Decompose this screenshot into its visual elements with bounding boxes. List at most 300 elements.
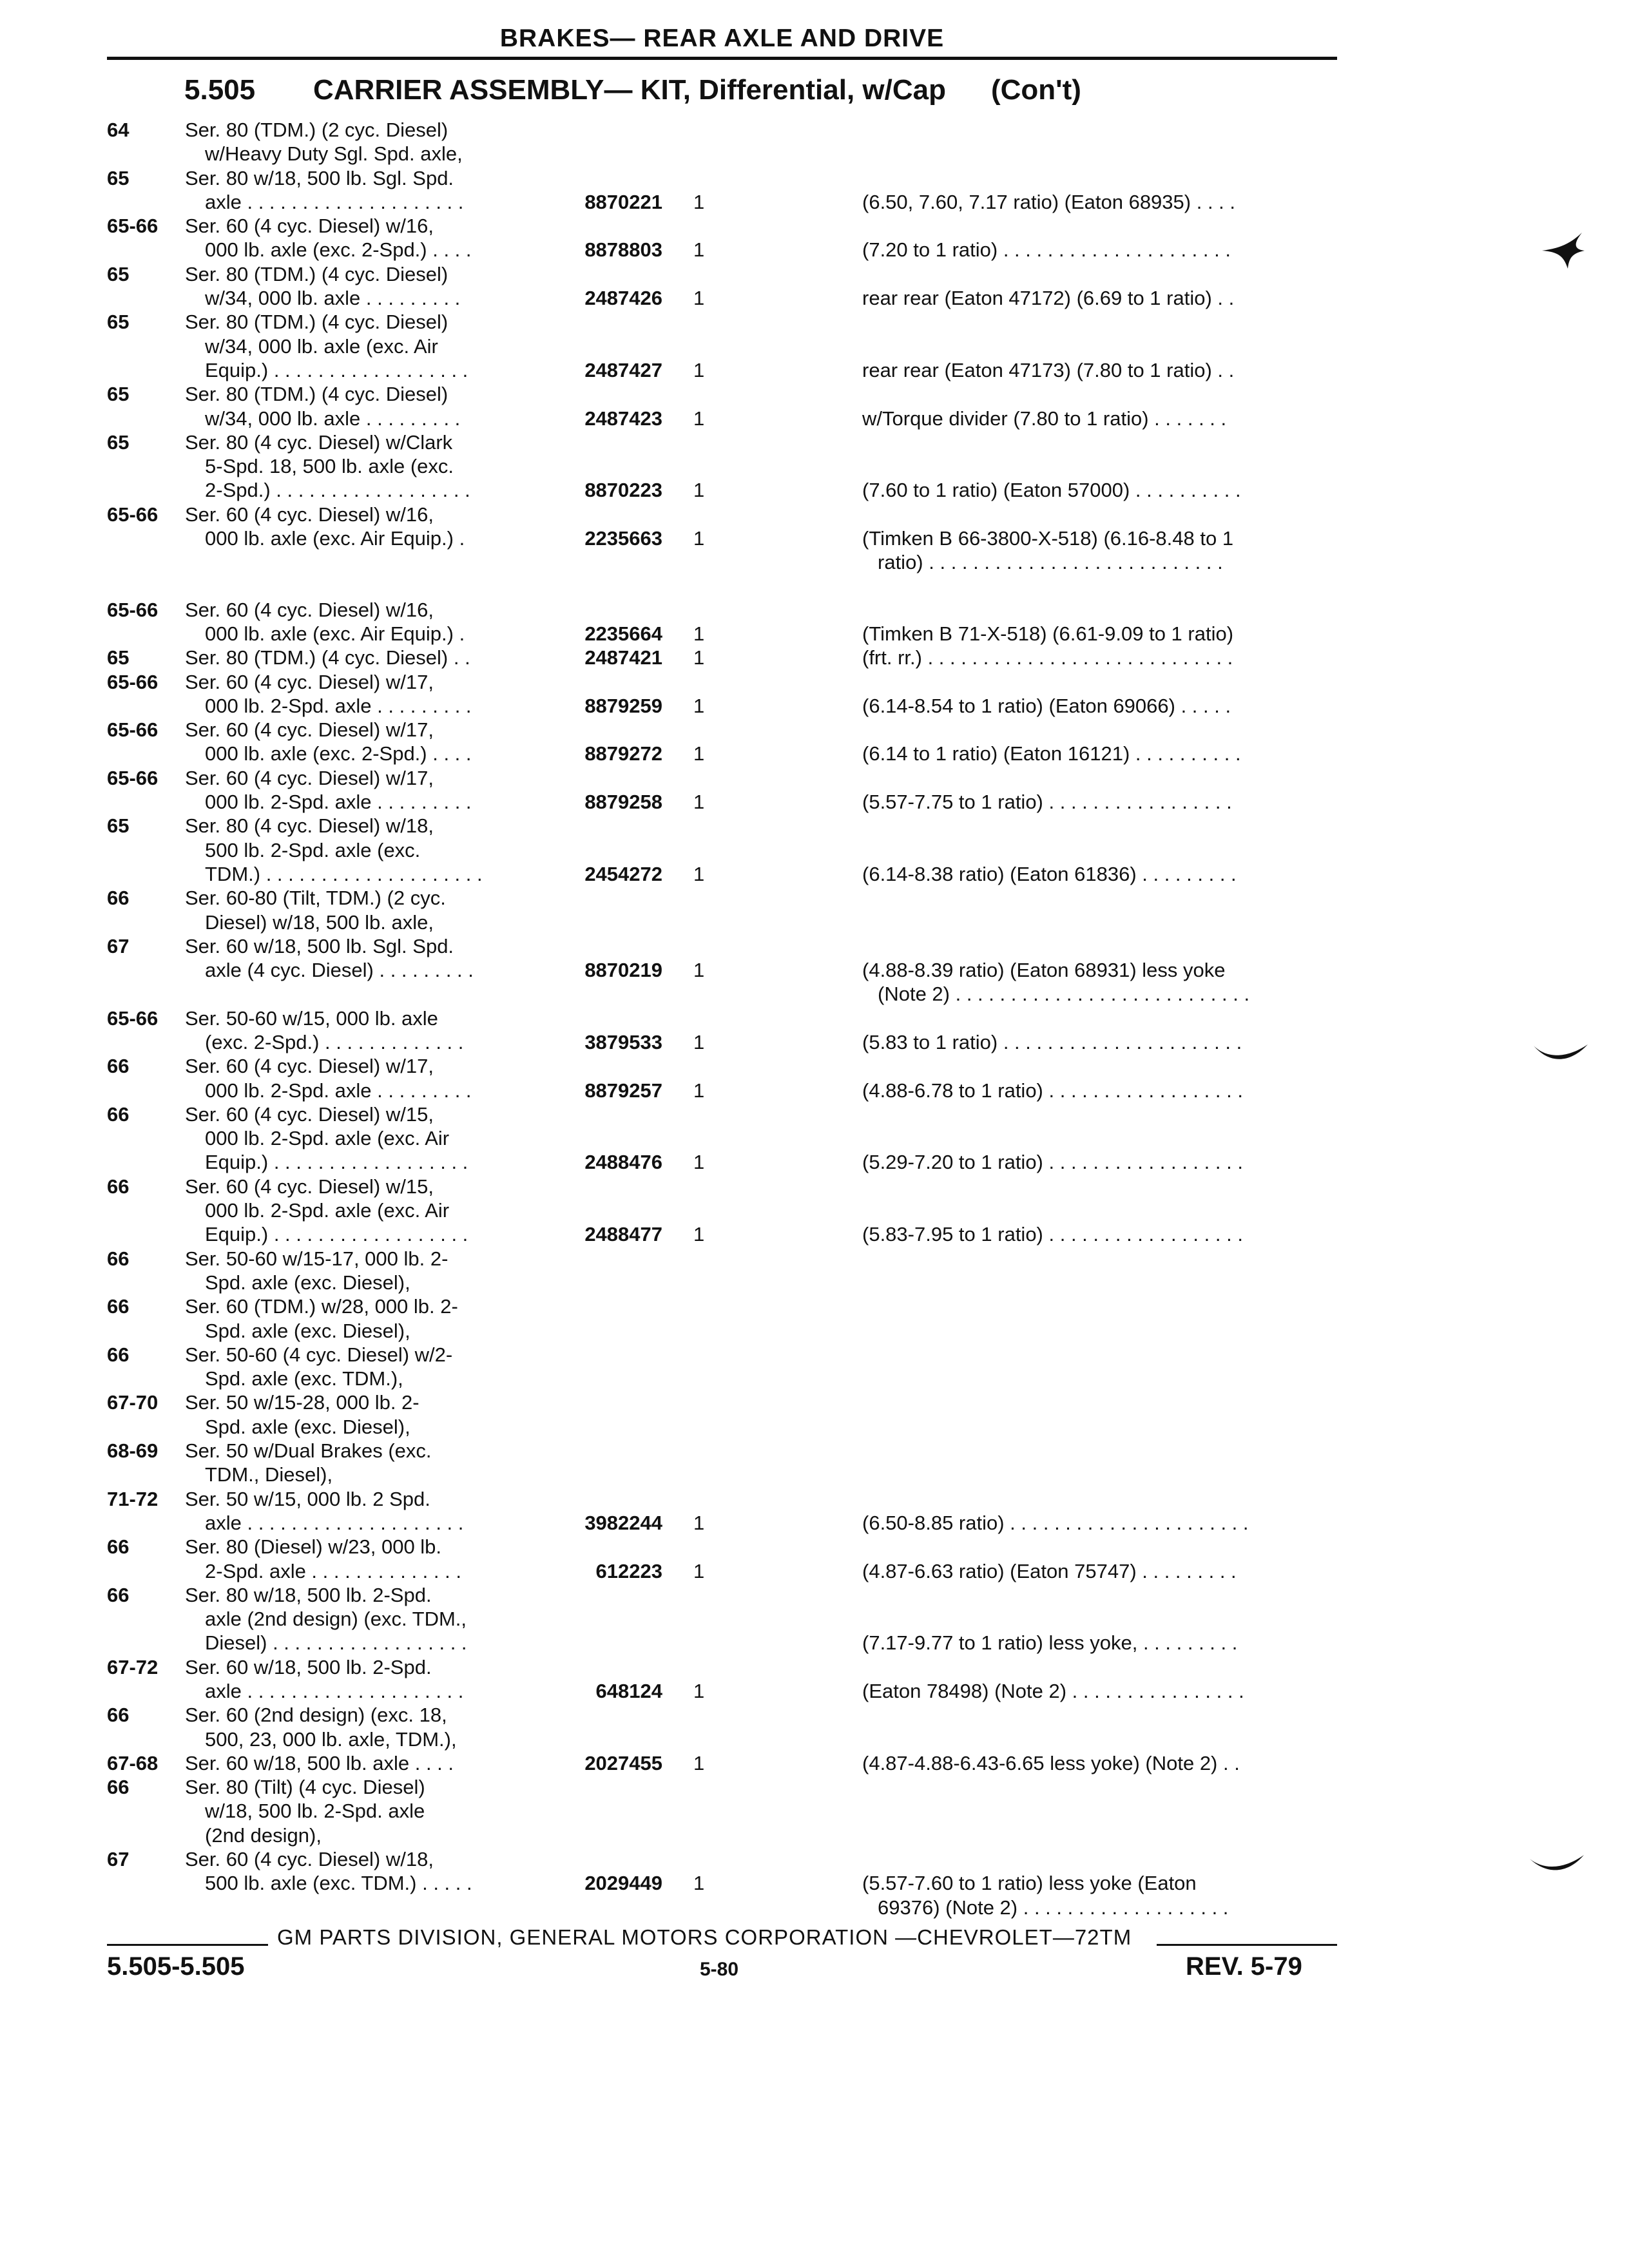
margin-mark-icon (1532, 1041, 1590, 1066)
model-year: 65 (107, 814, 130, 838)
model-year: 66 (107, 1247, 130, 1270)
entry-line (0, 190, 1629, 214)
parts-entry (0, 1054, 1629, 1102)
part-number: 3982244 (584, 1511, 662, 1534)
application-description: Ser. 80 (4 cyc. Diesel) w/Clark (185, 430, 453, 454)
entry-line (0, 1583, 1629, 1607)
application-description: 500, 23, 000 lb. axle, TDM.), (205, 1727, 457, 1751)
entry-line (0, 1823, 1629, 1847)
application-description: (exc. 2-Spd.) . . . . . . . . . . . . . (205, 1030, 464, 1053)
model-year: 65 (107, 262, 130, 285)
application-description: Ser. 80 (TDM.) (4 cyc. Diesel) (185, 383, 448, 406)
part-number: 8879258 (584, 791, 662, 814)
model-year: 68-69 (107, 1439, 159, 1463)
entry-line (0, 1390, 1629, 1414)
application-description: Ser. 80 (TDM.) (4 cyc. Diesel) (185, 311, 448, 334)
entry-line (0, 1799, 1629, 1823)
quantity: 1 (693, 238, 705, 262)
part-number: 2487427 (584, 358, 662, 381)
remarks: (7.17-9.77 to 1 ratio) less yoke, . . . . . . . . . (862, 1631, 1238, 1655)
model-year: 66 (107, 1102, 130, 1126)
parts-entry (0, 1102, 1629, 1175)
parts-entry (0, 1294, 1629, 1343)
application-description: Ser. 60 (4 cyc. Diesel) w/17, (185, 718, 434, 742)
entry-line (0, 694, 1629, 718)
margin-mark-icon (1528, 1852, 1586, 1878)
model-year: 66 (107, 887, 130, 910)
model-year: 67 (107, 1848, 130, 1871)
model-year: 66 (107, 1295, 130, 1318)
entry-spacer (0, 575, 1629, 598)
quantity: 1 (693, 742, 705, 765)
entry-line (0, 1487, 1629, 1511)
remarks: (6.14-8.54 to 1 ratio) (Eaton 69066) . . . . . (862, 694, 1231, 717)
entry-line (0, 1679, 1629, 1703)
footer-page-number: 5-80 (700, 1959, 739, 1980)
entry-line (0, 1559, 1629, 1583)
application-description: 000 lb. axle (exc. 2-Spd.) . . . . (205, 238, 472, 262)
remarks: (5.57-7.75 to 1 ratio) . . . . . . . . . . . . . . . . . (862, 791, 1232, 814)
entry-line (0, 526, 1629, 550)
parts-list (0, 118, 1629, 1919)
application-description: Ser. 80 w/18, 500 lb. Sgl. Spd. (185, 166, 454, 189)
parts-entry (0, 262, 1629, 311)
application-description: w/34, 000 lb. axle . . . . . . . . . (205, 287, 461, 310)
page-header: BRAKES— REAR AXLE AND DRIVE (499, 24, 945, 52)
entry-line (0, 1175, 1629, 1198)
section-heading (184, 74, 1081, 106)
quantity: 1 (693, 287, 705, 310)
entry-line (0, 1631, 1629, 1655)
parts-entry (0, 1847, 1629, 1919)
parts-entry (0, 214, 1629, 262)
remarks: (7.60 to 1 ratio) (Eaton 57000) . . . . . . . . . . (862, 479, 1241, 502)
remarks: (7.20 to 1 ratio) . . . . . . . . . . . . . . . . . . . . . (862, 238, 1231, 262)
quantity: 1 (693, 1151, 705, 1174)
entry-line (0, 1439, 1629, 1463)
model-year: 71-72 (107, 1487, 159, 1510)
application-description: Spd. axle (exc. Diesel), (205, 1319, 410, 1342)
entry-line (0, 766, 1629, 790)
entry-line (0, 1415, 1629, 1439)
entry-line (0, 1054, 1629, 1078)
model-year: 65-66 (107, 503, 159, 526)
part-number: 2027455 (584, 1751, 662, 1774)
application-description: Equip.) . . . . . . . . . . . . . . . . . . (205, 358, 468, 381)
parts-entry (0, 814, 1629, 886)
part-number: 612223 (595, 1559, 662, 1582)
entry-line (0, 334, 1629, 358)
remarks: (5.83 to 1 ratio) . . . . . . . . . . . . . . . . . . . . . . (862, 1030, 1242, 1053)
model-year: 66 (107, 1583, 130, 1606)
parts-entry (0, 886, 1629, 934)
application-description: Ser. 60 w/18, 500 lb. axle . . . . (185, 1751, 454, 1774)
part-number: 8879272 (584, 742, 662, 765)
entry-line (0, 1751, 1629, 1775)
entry-line (0, 1655, 1629, 1679)
model-year: 65-66 (107, 718, 159, 742)
application-description: Ser. 60 (4 cyc. Diesel) w/18, (185, 1848, 434, 1871)
model-year: 65-66 (107, 670, 159, 693)
application-description: Ser. 80 (TDM.) (4 cyc. Diesel) (185, 262, 448, 285)
model-year: 67 (107, 934, 130, 957)
entry-line (0, 886, 1629, 910)
entry-line (0, 1006, 1629, 1030)
remarks: (6.14-8.38 ratio) (Eaton 61836) . . . . . . . . . (862, 862, 1237, 885)
entry-line (0, 430, 1629, 454)
parts-entry (0, 1006, 1629, 1055)
footer-rule-left (107, 1944, 268, 1946)
model-year: 66 (107, 1175, 130, 1198)
model-year: 65 (107, 166, 130, 189)
header-rule (107, 57, 1337, 60)
entry-line (0, 286, 1629, 310)
parts-entry (0, 1655, 1629, 1704)
remarks: 69376) (Note 2) . . . . . . . . . . . . . . . . . . . (878, 1896, 1229, 1919)
model-year: 65 (107, 646, 130, 669)
application-description: Ser. 60 w/18, 500 lb. Sgl. Spd. (185, 934, 454, 957)
remarks: (4.87-4.88-6.43-6.65 less yoke) (Note 2) . . (862, 1751, 1240, 1774)
entry-line (0, 1294, 1629, 1318)
application-description: axle . . . . . . . . . . . . . . . . . . . . (205, 1511, 464, 1534)
quantity: 1 (693, 479, 705, 502)
parts-entry (0, 1703, 1629, 1751)
entry-line (0, 214, 1629, 238)
quantity: 1 (693, 791, 705, 814)
entry-line (0, 1703, 1629, 1727)
application-description: Diesel) . . . . . . . . . . . . . . . . . . (205, 1631, 467, 1655)
entry-line (0, 862, 1629, 886)
entry-line (0, 142, 1629, 166)
quantity: 1 (693, 1223, 705, 1246)
application-description: Ser. 80 (Diesel) w/23, 000 lb. (185, 1535, 442, 1559)
quantity: 1 (693, 190, 705, 213)
application-description: Equip.) . . . . . . . . . . . . . . . . . . (205, 1151, 468, 1174)
remarks: (Timken B 66-3800-X-518) (6.16-8.48 to 1 (862, 527, 1234, 550)
entry-line (0, 1463, 1629, 1486)
entry-line (0, 166, 1629, 190)
application-description: 000 lb. 2-Spd. axle . . . . . . . . . (205, 694, 472, 717)
entry-line (0, 238, 1629, 262)
application-description: w/34, 000 lb. axle (exc. Air (205, 334, 438, 358)
application-description: Ser. 60 (4 cyc. Diesel) w/17, (185, 766, 434, 789)
remarks: ratio) . . . . . . . . . . . . . . . . . . . . . . . . . . . (878, 551, 1223, 574)
part-number: 2487423 (584, 407, 662, 430)
application-description: Ser. 60 w/18, 500 lb. 2-Spd. (185, 1655, 432, 1678)
remarks: (4.88-6.78 to 1 ratio) . . . . . . . . . . . . . . . . . . (862, 1079, 1243, 1102)
entry-line (0, 814, 1629, 838)
application-description: Ser. 60 (4 cyc. Diesel) w/16, (185, 215, 434, 238)
parts-entry (0, 1390, 1629, 1439)
parts-entry (0, 118, 1629, 166)
part-number: 2454272 (584, 862, 662, 885)
entry-line (0, 1150, 1629, 1174)
application-description: 000 lb. 2-Spd. axle . . . . . . . . . (205, 791, 472, 814)
application-description: Ser. 80 (4 cyc. Diesel) w/18, (185, 814, 434, 838)
remarks: (5.29-7.20 to 1 ratio) . . . . . . . . . . . . . . . . . . (862, 1151, 1243, 1174)
application-description: 000 lb. axle (exc. Air Equip.) . (205, 527, 465, 550)
application-description: 500 lb. axle (exc. TDM.) . . . . . (205, 1872, 472, 1895)
entry-line (0, 598, 1629, 622)
footer-revision: REV. 5-79 (1186, 1952, 1302, 1981)
quantity: 1 (693, 358, 705, 381)
application-description: Ser. 50-60 w/15, 000 lb. axle (185, 1006, 438, 1030)
quantity: 1 (693, 1079, 705, 1102)
model-year: 64 (107, 119, 130, 141)
quantity: 1 (693, 1680, 705, 1702)
remarks: (5.83-7.95 to 1 ratio) . . . . . . . . . . . . . . . . . . (862, 1223, 1243, 1246)
part-number: 2488477 (584, 1223, 662, 1246)
entry-line (0, 718, 1629, 742)
application-description: 000 lb. 2-Spd. axle (exc. Air (205, 1199, 450, 1222)
part-number: 8879257 (584, 1079, 662, 1102)
application-description: axle . . . . . . . . . . . . . . . . . . . . (205, 190, 464, 213)
entry-line (0, 1896, 1629, 1919)
parts-entry (0, 1247, 1629, 1295)
model-year: 65-66 (107, 1006, 159, 1030)
application-description: Ser. 60-80 (Tilt, TDM.) (2 cyc. (185, 887, 446, 910)
part-number: 8870219 (584, 959, 662, 982)
application-description: axle . . . . . . . . . . . . . . . . . . . . (205, 1680, 464, 1702)
entry-line (0, 1222, 1629, 1246)
part-number: 2235664 (584, 622, 662, 645)
quantity: 1 (693, 1559, 705, 1582)
application-description: TDM.) . . . . . . . . . . . . . . . . . . . . (205, 862, 483, 885)
entry-line (0, 1847, 1629, 1871)
entry-line (0, 1102, 1629, 1126)
application-description: Ser. 60 (4 cyc. Diesel) w/17, (185, 1055, 434, 1078)
application-description: 2-Spd.) . . . . . . . . . . . . . . . . . . (205, 479, 470, 502)
entry-line (0, 1030, 1629, 1054)
entry-line (0, 646, 1629, 669)
margin-mark-icon (1537, 229, 1588, 274)
application-description: w/18, 500 lb. 2-Spd. axle (205, 1800, 425, 1823)
entry-line (0, 1343, 1629, 1367)
parts-entry (0, 1343, 1629, 1391)
application-description: Ser. 80 (TDM.) (4 cyc. Diesel) . . (185, 646, 470, 669)
entry-line (0, 934, 1629, 958)
application-description: Ser. 80 (TDM.) (2 cyc. Diesel) (185, 119, 448, 141)
application-description: Ser. 60 (4 cyc. Diesel) w/15, (185, 1175, 434, 1198)
entry-line (0, 1511, 1629, 1535)
entry-line (0, 1367, 1629, 1390)
part-number: 2487426 (584, 287, 662, 310)
application-description: 000 lb. 2-Spd. axle (exc. Air (205, 1127, 450, 1150)
model-year: 66 (107, 1343, 130, 1366)
part-number: 2488476 (584, 1151, 662, 1174)
footer-rule-right (1157, 1944, 1337, 1946)
remarks: rear rear (Eaton 47173) (7.80 to 1 ratio) . . (862, 358, 1235, 381)
parts-entry (0, 310, 1629, 382)
parts-entry (0, 1751, 1629, 1775)
parts-entry (0, 598, 1629, 646)
entry-line (0, 910, 1629, 934)
application-description: Ser. 60 (4 cyc. Diesel) w/16, (185, 598, 434, 621)
entry-line (0, 503, 1629, 526)
application-description: Spd. axle (exc. Diesel), (205, 1415, 410, 1438)
parts-entry (0, 766, 1629, 814)
model-year: 66 (107, 1776, 130, 1799)
quantity: 1 (693, 1751, 705, 1774)
quantity: 1 (693, 622, 705, 645)
remarks: (6.50, 7.60, 7.17 ratio) (Eaton 68935) . . . . (862, 190, 1236, 213)
entry-line (0, 310, 1629, 334)
application-description: Ser. 50 w/Dual Brakes (exc. (185, 1439, 432, 1463)
entry-line (0, 982, 1629, 1006)
remarks: (Eaton 78498) (Note 2) . . . . . . . . . . . . . . . . (862, 1680, 1244, 1702)
remarks: w/Torque divider (7.80 to 1 ratio) . . . . . . . (862, 407, 1227, 430)
quantity: 1 (693, 527, 705, 550)
part-number: 8870221 (584, 190, 662, 213)
application-description: axle (2nd design) (exc. TDM., (205, 1608, 467, 1631)
entry-line (0, 407, 1629, 430)
section-continued: (Con't) (991, 74, 1081, 106)
model-year: 65 (107, 383, 130, 406)
part-number: 3879533 (584, 1030, 662, 1053)
remarks: rear rear (Eaton 47172) (6.69 to 1 ratio) . . (862, 287, 1235, 310)
model-year: 65 (107, 430, 130, 454)
model-year: 67-70 (107, 1391, 159, 1414)
application-description: 5-Spd. 18, 500 lb. axle (exc. (205, 455, 454, 478)
part-number: 8879259 (584, 694, 662, 717)
part-number: 648124 (595, 1680, 662, 1702)
entry-line (0, 1535, 1629, 1559)
entry-line (0, 118, 1629, 142)
application-description: Equip.) . . . . . . . . . . . . . . . . . . (205, 1223, 468, 1246)
entry-line (0, 1247, 1629, 1271)
application-description: Diesel) w/18, 500 lb. axle, (205, 910, 434, 934)
quantity: 1 (693, 1511, 705, 1534)
part-number: 8870223 (584, 479, 662, 502)
model-year: 65-66 (107, 598, 159, 621)
parts-entry (0, 934, 1629, 1006)
application-description: 000 lb. axle (exc. 2-Spd.) . . . . (205, 742, 472, 765)
entry-line (0, 1607, 1629, 1631)
part-number: 8878803 (584, 238, 662, 262)
quantity: 1 (693, 959, 705, 982)
parts-entry (0, 1487, 1629, 1535)
application-description: Ser. 80 w/18, 500 lb. 2-Spd. (185, 1583, 432, 1606)
entry-line (0, 958, 1629, 982)
model-year: 65-66 (107, 215, 159, 238)
parts-entry (0, 718, 1629, 766)
quantity: 1 (693, 1030, 705, 1053)
model-year: 66 (107, 1055, 130, 1078)
application-description: Ser. 50-60 (4 cyc. Diesel) w/2- (185, 1343, 453, 1366)
model-year: 65-66 (107, 766, 159, 789)
application-description: TDM., Diesel), (205, 1463, 333, 1486)
parts-entry (0, 1583, 1629, 1655)
application-description: 2-Spd. axle . . . . . . . . . . . . . . (205, 1559, 461, 1582)
entry-line (0, 262, 1629, 286)
quantity: 1 (693, 646, 705, 669)
entry-line (0, 1727, 1629, 1751)
parts-entry (0, 166, 1629, 215)
entry-line (0, 550, 1629, 574)
section-title: CARRIER ASSEMBLY— KIT, Differential, w/Cap (313, 74, 946, 106)
application-description: w/34, 000 lb. axle . . . . . . . . . (205, 407, 461, 430)
entry-line (0, 838, 1629, 862)
application-description: 000 lb. 2-Spd. axle . . . . . . . . . (205, 1079, 472, 1102)
entry-line (0, 454, 1629, 478)
part-number: 2029449 (584, 1872, 662, 1895)
application-description: Ser. 50 w/15-28, 000 lb. 2- (185, 1391, 419, 1414)
parts-entry (0, 430, 1629, 503)
application-description: 500 lb. 2-Spd. axle (exc. (205, 838, 421, 861)
parts-entry (0, 503, 1629, 575)
model-year: 67-68 (107, 1751, 159, 1774)
entry-line (0, 742, 1629, 765)
application-description: Ser. 80 (Tilt) (4 cyc. Diesel) (185, 1776, 425, 1799)
application-description: Ser. 60 (TDM.) w/28, 000 lb. 2- (185, 1295, 458, 1318)
model-year: 65 (107, 311, 130, 334)
parts-entry (0, 1175, 1629, 1247)
quantity: 1 (693, 862, 705, 885)
remarks: (6.14 to 1 ratio) (Eaton 16121) . . . . . . . . . . (862, 742, 1241, 765)
entry-line (0, 790, 1629, 814)
entry-line (0, 1126, 1629, 1150)
remarks: (Note 2) . . . . . . . . . . . . . . . . . . . . . . . . . . . (878, 983, 1250, 1006)
remarks: (5.57-7.60 to 1 ratio) less yoke (Eaton (862, 1872, 1197, 1895)
entry-line (0, 478, 1629, 502)
entry-line (0, 1079, 1629, 1102)
parts-entry (0, 1535, 1629, 1583)
application-description: Ser. 60 (4 cyc. Diesel) w/16, (185, 503, 434, 526)
quantity: 1 (693, 1872, 705, 1895)
entry-line (0, 1775, 1629, 1799)
remarks: (4.88-8.39 ratio) (Eaton 68931) less yoke (862, 959, 1226, 982)
parts-entry (0, 646, 1629, 669)
parts-entry (0, 382, 1629, 430)
remarks: (6.50-8.85 ratio) . . . . . . . . . . . . . . . . . . . . . . (862, 1511, 1249, 1534)
entry-line (0, 1871, 1629, 1895)
section-number: 5.505 (184, 74, 256, 106)
remarks: (Timken B 71-X-518) (6.61-9.09 to 1 ratio) (862, 622, 1234, 645)
entry-line (0, 622, 1629, 646)
model-year: 66 (107, 1535, 130, 1559)
entry-line (0, 1271, 1629, 1294)
application-description: axle (4 cyc. Diesel) . . . . . . . . . (205, 959, 474, 982)
entry-line (0, 1319, 1629, 1343)
application-description: Ser. 60 (4 cyc. Diesel) w/15, (185, 1102, 434, 1126)
entry-line (0, 358, 1629, 382)
remarks: (frt. rr.) . . . . . . . . . . . . . . . . . . . . . . . . . . . . (862, 646, 1233, 669)
entry-line (0, 382, 1629, 406)
application-description: Spd. axle (exc. TDM.), (205, 1367, 403, 1390)
application-description: Ser. 50-60 w/15-17, 000 lb. 2- (185, 1247, 448, 1270)
footer-section-range: 5.505-5.505 (107, 1952, 245, 1981)
model-year: 66 (107, 1704, 130, 1727)
footer-division: GM PARTS DIVISION, GENERAL MOTORS CORPORATION —CHEVROLET—72TM (277, 1925, 1132, 1949)
model-year: 67-72 (107, 1655, 159, 1678)
entry-line (0, 670, 1629, 694)
application-description: w/Heavy Duty Sgl. Spd. axle, (205, 142, 463, 166)
part-number: 2235663 (584, 527, 662, 550)
remarks: (4.87-6.63 ratio) (Eaton 75747) . . . . . . . . . (862, 1559, 1237, 1582)
parts-entry (0, 1439, 1629, 1487)
part-number: 2487421 (584, 646, 662, 669)
entry-line (0, 1198, 1629, 1222)
application-description: (2nd design), (205, 1823, 322, 1847)
application-description: Ser. 60 (4 cyc. Diesel) w/17, (185, 670, 434, 693)
application-description: Spd. axle (exc. Diesel), (205, 1271, 410, 1294)
application-description: Ser. 60 (2nd design) (exc. 18, (185, 1704, 447, 1727)
parts-entry (0, 670, 1629, 718)
application-description: Ser. 50 w/15, 000 lb. 2 Spd. (185, 1487, 430, 1510)
quantity: 1 (693, 694, 705, 717)
quantity: 1 (693, 407, 705, 430)
application-description: 000 lb. axle (exc. Air Equip.) . (205, 622, 465, 645)
